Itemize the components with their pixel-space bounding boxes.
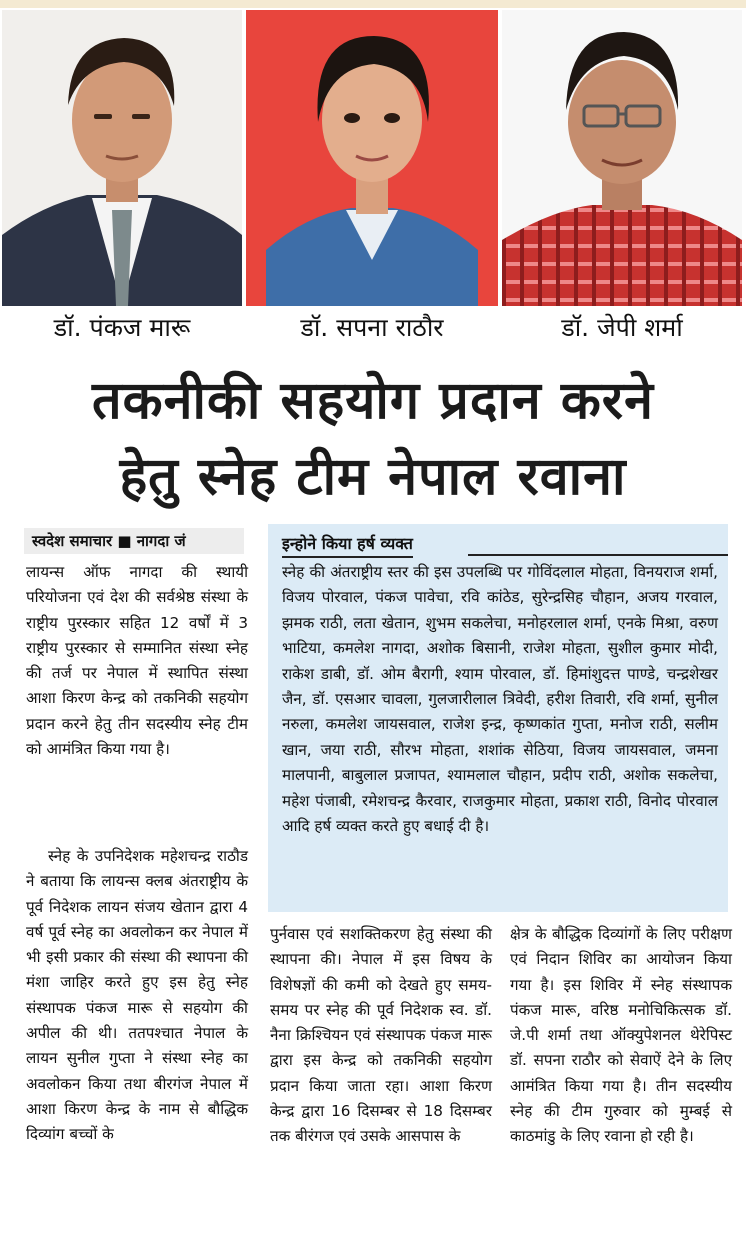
- box-heading-rule: [468, 554, 728, 556]
- box-heading: इन्होने किया हर्ष व्यक्त: [282, 532, 413, 558]
- caption-jp-sharma: डॉ. जेपी शर्मा: [561, 313, 683, 342]
- article-column-2: पुर्नवास एवं सशक्तिकरण हेतु संस्था की स्थापना की। नेपाल में इस विषय के विशेषज्ञों की कमी को देखते हुए समय-समय पर स्नेह की पूर्व निदेशक स्व. डॉ. नैना क्रिश्चियन एवं संस्थापक पंकज मारू द्वारा इस केन्द्र को तकनिकी सहयोग प्रदान किया जाता रहा। आशा किरण केन्द्र द्वारा 16 दिसम्बर से 18 दिसम्बर तक बीरंगज एवं उसके आसपास के: [270, 925, 492, 1146]
- dateline: स्वदेश समाचार ■ नागदा जं: [24, 528, 244, 554]
- article-column-3: क्षेत्र के बौद्धिक दिव्यांगों के लिए परीक्षण एवं निदान शिविर का आयोजन किया गया है। इस शिविर में स्नेह संस्थापक पंकज मारू, वरिष्ठ मनोचिकित्सक डॉ. जे.पी शर्मा तथा ऑक्युपेशनल थेरेपिस्ट डॉ. सपना राठौर को सेवाऐं देने के लिए आमंत्रित किया गया है। तीन सदस्यीय स्नेह की टीम गुरुवार को मुम्बई से काठमांडु के लिए रवाना हो रही है।: [510, 925, 732, 1146]
- caption-pankaj-maru: डॉ. पंकज मारू: [53, 313, 191, 342]
- photo-sapna-rathore: [246, 10, 498, 306]
- article-paragraph-1: लायन्स ऑफ नागदा की स्थायी परियोजना एवं देश की सर्वश्रेष्ठ संस्था के राष्ट्रीय पुरस्कार सहित 12 वर्षों में 3 राष्ट्रीय पुरस्कार से सम्मानित संस्था स्नेह की तर्ज पर नेपाल में स्थापित संस्था आशा किरण केन्द्र को तकनिकी सहयोग प्रदान करने हेतु तीन सदस्यीय स्नेह टीम को आमंत्रित किया गया है।: [26, 563, 248, 759]
- box-text: स्नेह की अंतराष्ट्रीय स्तर की इस उपलब्धि पर गोविंदलाल मोहता, विनयराज शर्मा, विजय पोरवाल, पंकज पावेचा, रवि कांठेड, सुरेन्द्रसिह चौहान, अजय गरवाल, झमक राठी, लता खेतान, शुभम सकलेचा, मनोहरलाल शर्मा, एनके मिश्रा, वरुण भाटिया, कमलेश नागदा, अशोक बिसानी, राजेश मोहता, सुशील कुमार मोदी, राकेश डाबी, डॉ. ओम बैरागी, श्याम पोरवाल, डॉ. हिमांशुदत्त पाण्डे, चन्द्रशेखर जैन, डॉ. एसआर चावला, गुलजारीलाल त्रिवेदी, हरीश तिवारी, रवि शर्मा, सुनील नरुला, कमलेश जायसवाल, राजेश इन्द्र, कृष्णकांत गुप्ता, मनोज राठी, सलीम खान, जया राठी, सौरभ मोहता, शशांक सेठिया, विजय जायसवाल, जमना मालपानी, बाबुलाल प्रजापत, श्यामलाल चौहान, प्रदीप राठी, अशोक सकलेचा, महेश पंजाबी, रमेशचन्द्र कैरवार, राजकुमार मोहता, प्रकाश राठी, विनोद पोरवाल आदि हर्ष व्यक्त करते हुए बधाई दी है।: [282, 563, 718, 836]
- headline-line-2: हेतु स्नेह टीम नेपाल रवाना: [119, 447, 627, 507]
- photo-jp-sharma: [502, 10, 742, 306]
- photo-pankaj-maru: [2, 10, 242, 306]
- headline-line-1: तकनीकी सहयोग प्रदान करने: [92, 371, 654, 431]
- top-strip: [0, 0, 746, 8]
- congratulations-box: [268, 524, 728, 912]
- article-paragraph-2: स्नेह के उपनिदेशक महेशचन्द्र राठौड ने बताया कि लायन्स क्लब अंतराष्ट्रीय के पूर्व निदेशक लायन संजय खेतान द्वारा 4 वर्ष पूर्व स्नेह का अवलोकन कर नेपाल में भी इसी प्रकार की संस्था की स्थापना की मंशा जाहिर करते हुए इस हेतु स्नेह संस्थापक पंकज मारू से सहयोग की अपील की थी। ततपश्चात नेपाल के लायन सुनील गुप्ता ने संस्था स्नेह का अवलोकन किया तथा बीरगंज नेपाल में आशा किरण केन्द्र के नाम से बौद्धिक दिव्यांग बच्चों के: [26, 847, 248, 1144]
- caption-sapna-rathore: डॉ. सपना राठौर: [300, 313, 444, 342]
